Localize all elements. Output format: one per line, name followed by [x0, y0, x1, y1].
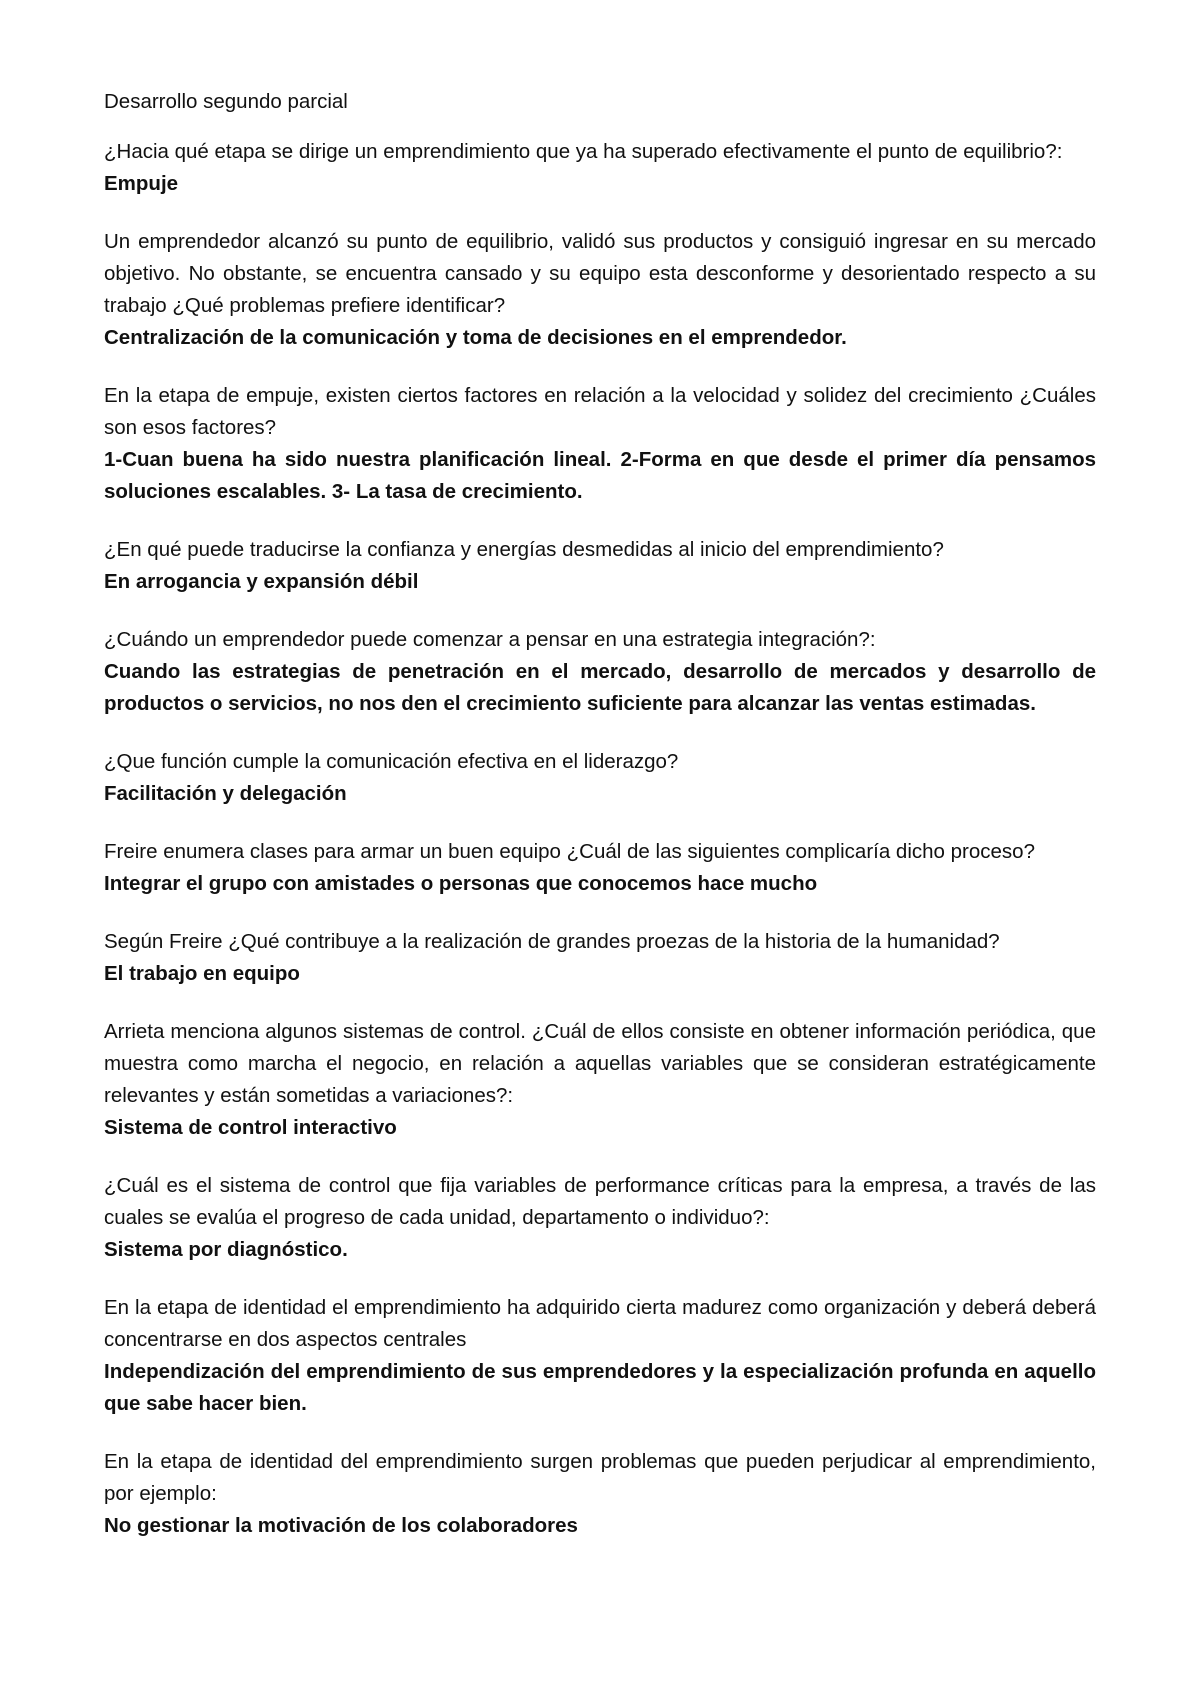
answer-text: En arrogancia y expansión débil — [104, 570, 419, 593]
qa-item-12 — [104, 1446, 1096, 1542]
question-text: ¿Hacia qué etapa se dirige un emprendimiento que ya ha superado efectivamente el punto de equilibrio?: — [104, 140, 1063, 163]
qa-item-9 — [104, 1016, 1096, 1144]
qa-item-6 — [104, 746, 1096, 810]
qa-item-3 — [104, 380, 1096, 508]
question-text: Arrieta menciona algunos sistemas de control. ¿Cuál de ellos consiste en obtener información periódica, que muestra como marcha el negocio, en relación a aquellas variables que se consideran estratégicamente relevantes y están sometidas a variaciones?: — [104, 1020, 1096, 1107]
qa-item-10 — [104, 1170, 1096, 1266]
qa-item-4 — [104, 534, 1096, 598]
document-page — [104, 86, 1096, 1568]
question-text: En la etapa de identidad el emprendimiento ha adquirido cierta madurez como organización y deberá deberá concentrarse en dos aspectos centrales — [104, 1296, 1096, 1351]
answer-text: Centralización de la comunicación y toma de decisiones en el emprendedor. — [104, 326, 847, 349]
qa-item-8 — [104, 926, 1096, 990]
answer-text: No gestionar la motivación de los colaboradores — [104, 1514, 578, 1537]
question-text: ¿En qué puede traducirse la confianza y energías desmedidas al inicio del emprendimiento? — [104, 538, 944, 561]
question-text: En la etapa de empuje, existen ciertos factores en relación a la velocidad y solidez del crecimiento ¿Cuáles son esos factores? — [104, 384, 1096, 439]
qa-item-1 — [104, 136, 1096, 200]
answer-text: Facilitación y delegación — [104, 782, 347, 805]
qa-item-7 — [104, 836, 1096, 900]
answer-text: Empuje — [104, 172, 179, 195]
answer-text: Independización del emprendimiento de sus emprendedores y la especialización profunda en aquello que sabe hacer bien. — [104, 1360, 1096, 1415]
qa-item-11 — [104, 1292, 1096, 1420]
answer-text: Cuando las estrategias de penetración en el mercado, desarrollo de mercados y desarrollo de productos o servicios, no nos den el crecimiento suficiente para alcanzar las ventas estimadas. — [104, 660, 1096, 715]
question-text: En la etapa de identidad del emprendimiento surgen problemas que pueden perjudicar al emprendimiento, por ejemplo: — [104, 1450, 1096, 1505]
question-text: ¿Cuál es el sistema de control que fija variables de performance críticas para la empresa, a través de las cuales se evalúa el progreso de cada unidad, departamento o individuo?: — [104, 1174, 1096, 1229]
answer-text: El trabajo en equipo — [104, 962, 300, 985]
question-text: Según Freire ¿Qué contribuye a la realización de grandes proezas de la historia de la humanidad? — [104, 930, 1000, 953]
document-title: Desarrollo segundo parcial — [104, 90, 348, 113]
answer-text: Integrar el grupo con amistades o personas que conocemos hace mucho — [104, 872, 818, 895]
question-text: Freire enumera clases para armar un buen equipo ¿Cuál de las siguientes complicaría dicho proceso? — [104, 840, 1035, 863]
answer-text: Sistema por diagnóstico. — [104, 1238, 348, 1261]
qa-item-5 — [104, 624, 1096, 720]
answer-text: Sistema de control interactivo — [104, 1116, 397, 1139]
qa-item-2 — [104, 226, 1096, 354]
question-text: ¿Cuándo un emprendedor puede comenzar a pensar en una estrategia integración?: — [104, 628, 876, 651]
question-text: ¿Que función cumple la comunicación efectiva en el liderazgo? — [104, 750, 679, 773]
question-text: Un emprendedor alcanzó su punto de equilibrio, validó sus productos y consiguió ingresar en su mercado objetivo. No obstante, se encuentra cansado y su equipo esta desconforme y desorientado respecto a su trabajo ¿Qué problemas prefiere identificar? — [104, 230, 1096, 317]
answer-text: 1-Cuan buena ha sido nuestra planificación lineal. 2-Forma en que desde el primer día pensamos soluciones escalables. 3- La tasa de crecimiento. — [104, 448, 1096, 503]
